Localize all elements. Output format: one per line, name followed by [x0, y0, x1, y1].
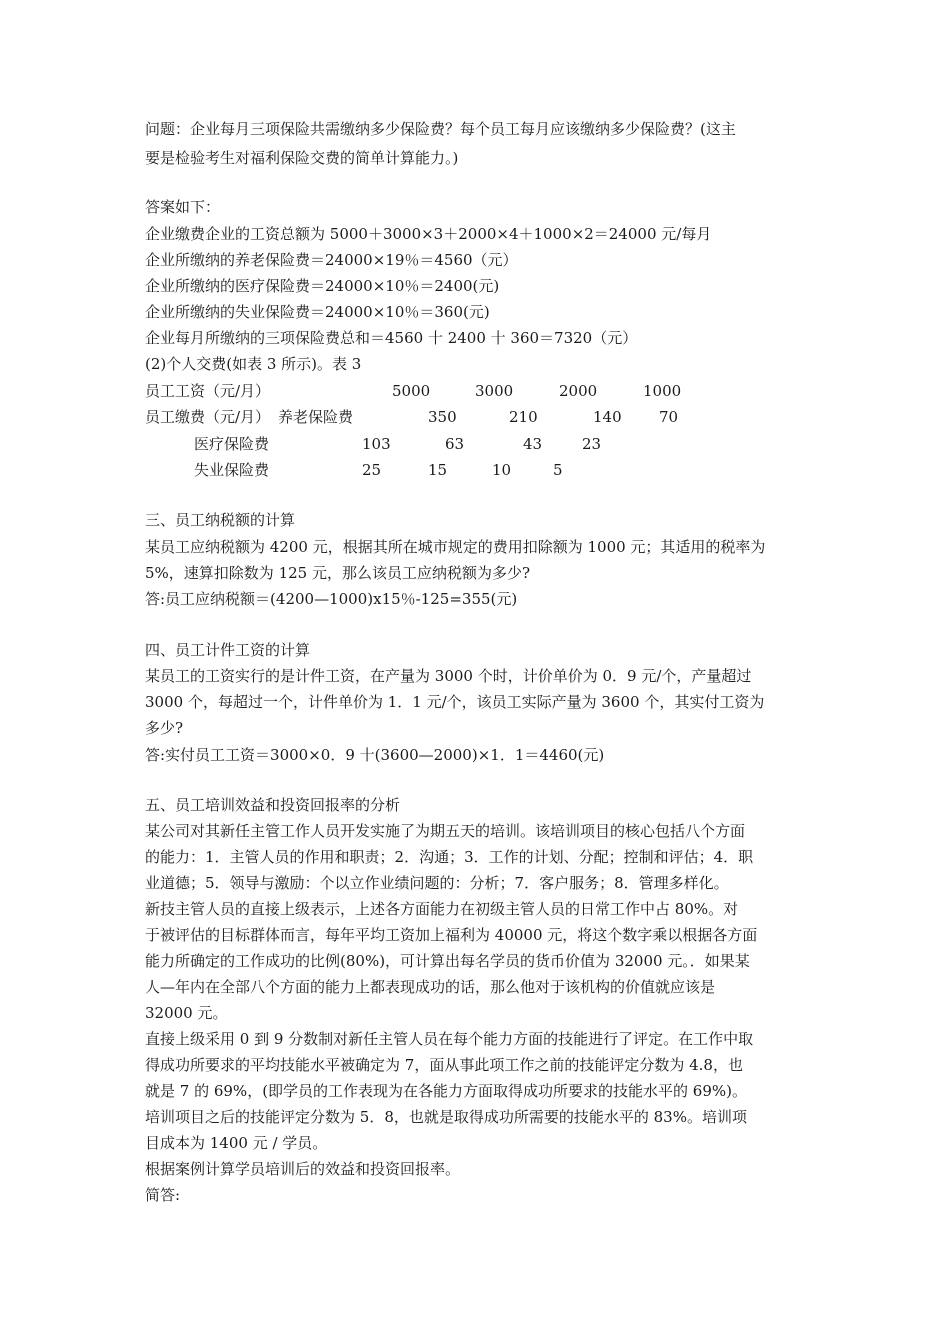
row-label: 失业保险费	[194, 461, 270, 479]
section-line: 根据案例计算学员培训后的效益和投资回报率。	[145, 1160, 461, 1178]
fee-value: 70	[659, 408, 679, 426]
section-line: 目成本为 1400 元 / 学员。	[145, 1134, 328, 1152]
section-line: 直接上级采用 0 到 9 分数制对新任主管人员在每个能力方面的技能进行了评定。在工作中取	[145, 1030, 754, 1048]
row-label: 医疗保险费	[194, 435, 270, 453]
fee-value: 10	[492, 461, 512, 479]
section-line: 答:员工应纳税额＝(4200—1000)x15％-125=355(元)	[145, 590, 518, 608]
section-line: 多少?	[145, 719, 184, 737]
wage-value: 1000	[643, 382, 682, 400]
section-title: 五、员工培训效益和投资回报率的分析	[145, 796, 401, 814]
answer-line: 企业所缴纳的医疗保险费＝24000×10％＝2400(元)	[145, 277, 500, 295]
fee-value: 43	[523, 435, 543, 453]
section-line: 人—年内在全部八个方面的能力上都表现成功的话，那么他对于该机构的价值就应该是	[145, 978, 716, 996]
section-line: 能力所确定的工作成功的比例(80%)，可计算出每名学员的货币价值为 32000 元。．如果某	[145, 952, 750, 970]
section-line: 3000 个，每超过一个，计件单价为 1．1 元/个，该员工实际产量为 3600 个，其实付工资为	[145, 693, 765, 711]
question-line: 问题：企业每月三项保险共需缴纳多少保险费？每个员工每月应该缴纳多少保险费？(这主	[145, 120, 736, 138]
fee-value: 63	[445, 435, 465, 453]
section-line: 5%，速算扣除数为 125 元，那么该员工应纳税额为多少?	[145, 564, 531, 582]
row-label: 养老保险费	[278, 408, 354, 426]
section-line: 某公司对其新任主管工作人员开发实施了为期五天的培训。该培训项目的核心包括八个方面	[145, 822, 746, 840]
fee-value: 15	[428, 461, 448, 479]
wage-value: 5000	[392, 382, 431, 400]
answer-line: (2)个人交费(如表 3 所示)。表 3	[145, 355, 362, 373]
answer-line: 企业所缴纳的养老保险费＝24000×19％＝4560（元）	[145, 251, 518, 269]
section-line: 于被评估的目标群体而言，每年平均工资加上福利为 40000 元，将这个数字乘以根据各方面	[145, 926, 758, 944]
wage-label: 员工工资（元/月）	[145, 382, 271, 400]
fee-value: 350	[428, 408, 457, 426]
section-line: 32000 元。	[145, 1004, 228, 1022]
section-line: 培训项目之后的技能评定分数为 5．8，也就是取得成功所需要的技能水平的 83%。培训项	[145, 1108, 747, 1126]
section-line: 某员工的工资实行的是计件工资，在产量为 3000 个时，计价单价为 0．9 元/个，产量超过	[145, 667, 752, 685]
fee-value: 210	[509, 408, 538, 426]
fee-value: 140	[593, 408, 622, 426]
wage-value: 2000	[559, 382, 598, 400]
fee-value: 5	[553, 461, 563, 479]
section-title: 四、员工计件工资的计算	[145, 641, 311, 659]
section-line: 某员工应纳税额为 4200 元，根据其所在城市规定的费用扣除额为 1000 元；其适用的税率为	[145, 538, 766, 556]
fee-value: 103	[362, 435, 391, 453]
answer-line: 企业每月所缴纳的三项保险费总和＝4560 十 2400 十 360＝7320（元）	[145, 329, 638, 347]
section-line: 简答:	[145, 1186, 181, 1204]
section-line: 新技主管人员的直接上级表示，上述各方面能力在初级主管人员的日常工作中占 80%。对	[145, 900, 739, 918]
question-line: 要是检验考生对福利保险交费的简单计算能力。)	[145, 149, 459, 167]
answer-line: 企业所缴纳的失业保险费＝24000×10％＝360(元)	[145, 303, 490, 321]
section-line: 的能力：1．主管人员的作用和职责；2．沟通；3．工作的计划、分配；控制和评估；4．职	[145, 848, 754, 866]
section-line: 答:实付员工工资＝3000×0．9 十(3600—2000)×1．1＝4460(元)	[145, 746, 605, 764]
fee-value: 25	[362, 461, 382, 479]
section-title: 三、员工纳税额的计算	[145, 511, 296, 529]
fee-value: 23	[582, 435, 602, 453]
fee-label: 员工缴费（元/月）	[145, 408, 271, 426]
answer-line: 企业缴费企业的工资总额为 5000＋3000×3＋2000×4＋1000×2＝24000 元/每月	[145, 225, 712, 243]
section-line: 业道德；5．领导与激励：个以立作业绩问题的：分析；7．客户服务；8．管理多样化。	[145, 874, 729, 892]
section-line: 得成功所要求的平均技能水平被确定为 7，面从事此项工作之前的技能评定分数为 4.8，也	[145, 1056, 743, 1074]
wage-value: 3000	[475, 382, 514, 400]
section-line: 就是 7 的 69%，(即学员的工作表现为在各能力方面取得成功所要求的技能水平的 69%)。	[145, 1082, 748, 1100]
answer-heading: 答案如下：	[145, 198, 221, 216]
